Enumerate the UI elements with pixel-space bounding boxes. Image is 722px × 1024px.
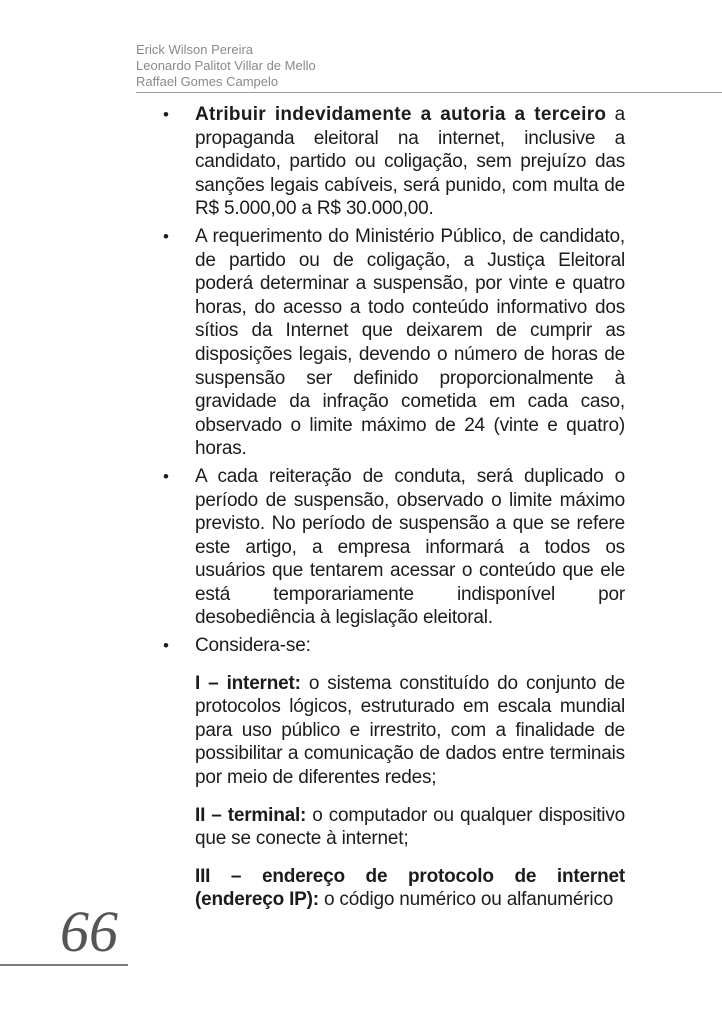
definition-text: o computador ou qualquer dispositivo que se conecte à internet;: [195, 804, 625, 850]
bullet-body: A requerimento do Ministério Público, de candidato, de partido ou de coligação, a Justiça Eleitoral poderá determinar a suspensão, por vinte e quatro horas, do acesso a todo conteúdo informativo dos sítios da Internet que deixarem de cumprir as disposições legais, devendo o número de horas de suspensão ser definido proporcionalmente à gravidade da infração cometida em cada caso, observado o limite máximo de 24 (vinte e quatro) horas.: [195, 225, 625, 460]
bullet-item: [163, 465, 625, 630]
bullet-item: [163, 634, 625, 658]
definition-term: I – internet:: [195, 672, 301, 694]
bullet-text: [195, 103, 625, 221]
definition-item: [163, 804, 625, 851]
bullet-lead: Atribuir indevidamente a autoria a terceiro: [195, 104, 607, 125]
bullet-body: a propaganda eleitoral na internet, inclusive a candidato, partido ou coligação, sem prejuízo das sanções legais cabíveis, será punido, com multa de R$ 5.000,00 a R$ 30.000,00.: [195, 104, 625, 220]
bullet-text: [195, 225, 625, 461]
bullet-text: [195, 634, 625, 658]
definition-term: III – endereço de protocolo de internet (endereço IP):: [195, 865, 625, 911]
bullet-icon: •: [163, 466, 169, 486]
header-divider: [136, 92, 722, 93]
bullet-icon: •: [163, 636, 169, 656]
author-name: Raffael Gomes Campelo: [136, 74, 279, 89]
bullet-icon: •: [163, 226, 169, 246]
page-body: [163, 103, 625, 912]
author-name: Erick Wilson Pereira: [136, 42, 254, 57]
author-list: [136, 42, 316, 90]
bullet-body: Considera-se:: [195, 635, 311, 657]
definition-text: o sistema constituído do conjunto de protocolos lógicos, estruturado em escala mundial para uso público e irrestrito, com a finalidade de possibilitar a comunicação de dados entre terminais por meio de diferentes redes;: [195, 672, 625, 789]
definition-text: o código numérico ou alfanumérico: [318, 889, 614, 911]
bullet-text: [195, 465, 625, 630]
footer-divider: [0, 964, 128, 966]
page-number: 66: [60, 899, 118, 964]
author-name: Leonardo Palitot Villar de Mello: [136, 58, 316, 73]
bullet-item: [163, 225, 625, 461]
definition-term: II – terminal:: [195, 804, 307, 826]
bullet-item: [163, 103, 625, 221]
bullet-body: A cada reiteração de conduta, será duplicado o período de suspensão, observado o limite máximo previsto. No período de suspensão a que se refere este artigo, a empresa informará a todos os usuários que tentarem acessar o conteúdo que ele está temporariamente indisponível por desobediência à legislação eleitoral.: [195, 465, 625, 629]
definition-item: [163, 865, 625, 912]
bullet-icon: •: [163, 105, 169, 124]
definition-item: [163, 672, 625, 790]
